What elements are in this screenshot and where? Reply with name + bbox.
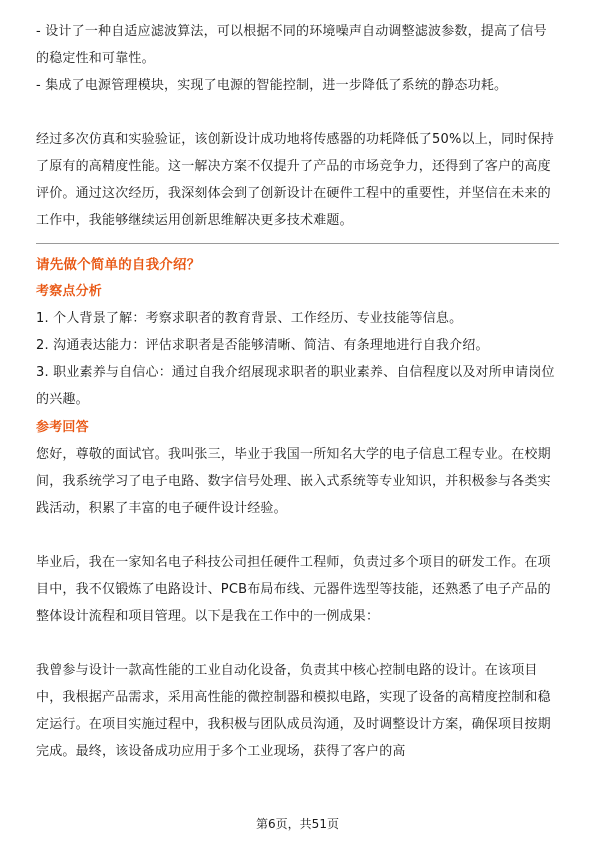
bullet-power-management: - 集成了电源管理模块，实现了电源的智能控制，进一步降低了系统的静态功耗。 bbox=[36, 78, 508, 93]
page-number: 第6页，共51页 bbox=[256, 817, 339, 831]
bullet-adaptive-filter: - 设计了一种自适应滤波算法，可以根据不同的环境噪声自动调整滤波参数，提高了信号的稳定性和可靠性。 bbox=[36, 24, 547, 66]
analysis-heading: 考察点分析 bbox=[36, 284, 103, 299]
paragraph-gap bbox=[36, 522, 559, 549]
answer-heading: 参考回答 bbox=[36, 420, 89, 435]
analysis-item: 2. 沟通表达能力：评估求职者是否能够清晰、简洁、有条理地进行自我介绍。 bbox=[36, 338, 489, 353]
answer-paragraph: 我曾参与设计一款高性能的工业自动化设备，负责其中核心控制电路的设计。在该项目中，我根据产品需求，采用高性能的微控制器和模拟电路，实现了设备的高精度控制和稳定运行。在项目实施过程中，我积极与团队成员沟通，及时调整设计方案，确保项目按期完成。最终，该设备成功应用于多个工业现场，获得了客户的高 bbox=[36, 663, 551, 759]
document-page bbox=[36, 18, 559, 765]
section-divider bbox=[36, 243, 559, 244]
answer-paragraph: 毕业后，我在一家知名电子科技公司担任硬件工程师，负责过多个项目的研发工作。在项目中，我不仅锻炼了电路设计、PCB布局布线、元器件选型等技能，还熟悉了电子产品的整体设计流程和项目管理。以下是我在工作中的一例成果： bbox=[36, 555, 551, 624]
conclusion-paragraph: 经过多次仿真和实验验证，该创新设计成功地将传感器的功耗降低了50%以上，同时保持了原有的高精度性能。这一解决方案不仅提升了产品的市场竞争力，还得到了客户的高度评价。通过这次经历，我深刻体会到了创新设计在硬件工程中的重要性，并坚信在未来的工作中，我能够继续运用创新思维解决更多技术难题。 bbox=[36, 132, 554, 228]
paragraph-gap bbox=[36, 630, 559, 657]
answer-paragraph: 您好，尊敬的面试官。我叫张三，毕业于我国一所知名大学的电子信息工程专业。在校期间，我系统学习了电子电路、数字信号处理、嵌入式系统等专业知识，并积极参与各类实践活动，积累了丰富的电子硬件设计经验。 bbox=[36, 447, 551, 516]
analysis-item: 3. 职业素养与自信心：通过自我介绍展现求职者的职业素养、自信程度以及对所申请岗位的兴趣。 bbox=[36, 365, 555, 407]
question-title: 请先做个简单的自我介绍？ bbox=[36, 257, 201, 273]
analysis-item: 1. 个人背景了解：考察求职者的教育背景、工作经历、专业技能等信息。 bbox=[36, 311, 463, 326]
paragraph-gap bbox=[36, 99, 559, 126]
